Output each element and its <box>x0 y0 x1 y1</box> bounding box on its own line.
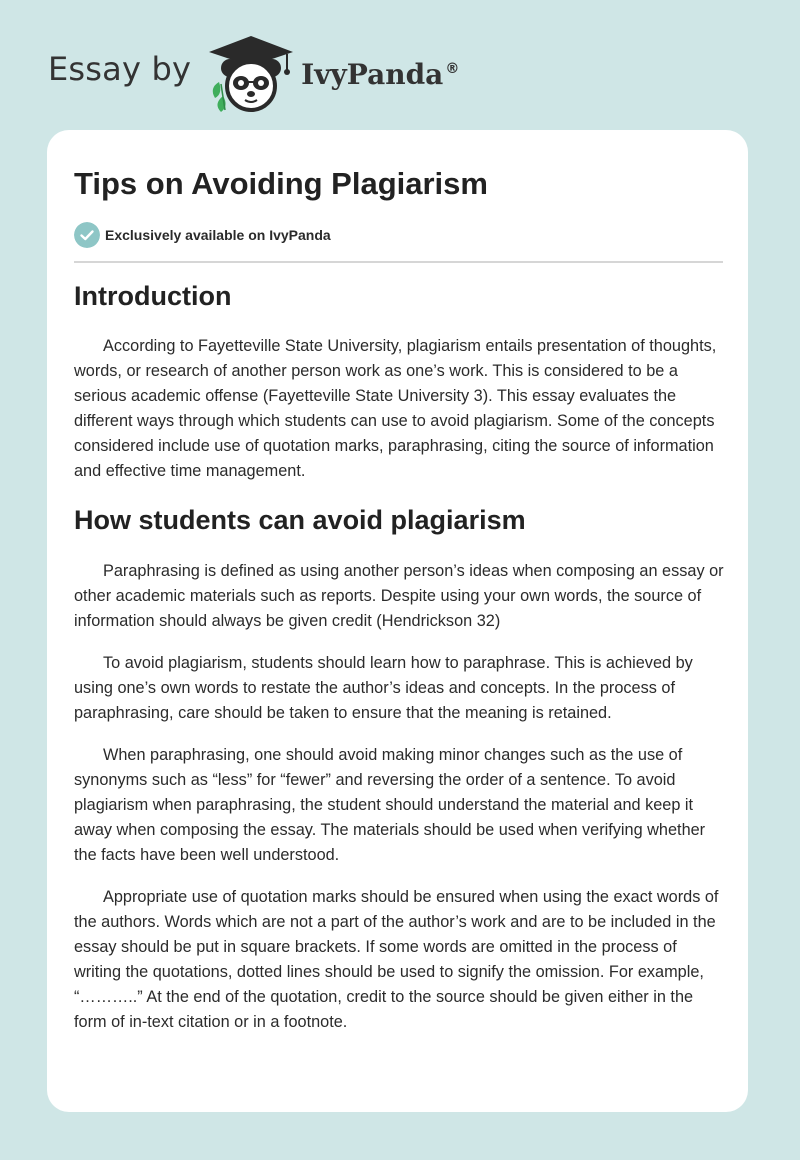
paragraph: Paraphrasing is defined as using another person’s ideas when composing an essay or other academic materials such as reports. Despite using your own words, the source of information should always be given credit (Hendrickson 32) <box>74 561 724 630</box>
essay-content <box>74 280 724 1035</box>
paragraph: According to Fayetteville State University, plagiarism entails presentation of thoughts, words, or research of another person work as one’s work. This is considered to be a serious academic offense (Fayetteville State University 3). This essay evaluates the different ways through which students can use to avoid plagiarism. Some of the concepts considered include use of quotation marks, paraphrasing, citing the source of information and effective time management. <box>74 337 717 481</box>
ivypanda-logo-icon <box>205 34 297 114</box>
paragraph: When paraphrasing, one should avoid making minor changes such as the use of synonyms such as “less” for “fewer” and reversing the order of a sentence. To avoid plagiarism when paraphrasing, the student should understand the material and keep it away when composing the essay. The materials should be used when verifying whether the facts have been well understood. <box>74 745 706 864</box>
paragraph: Appropriate use of quotation marks should be ensured when using the exact words of the authors. Words which are not a part of the author’s work and are to be included in the essay should be put in square brackets. If some words are omitted in the process of writing the quotations, dotted lines should be used to signify the omission. For example, “………..” At the end of the quotation, credit to the source should be given either in the form of in-text citation or in a footnote. <box>74 887 719 1031</box>
section-heading-introduction: Introduction <box>74 281 232 311</box>
essay-title: Tips on Avoiding Plagiarism <box>74 166 488 201</box>
brand-name: IvyPanda ® <box>301 57 460 91</box>
section-heading-avoid-plagiarism: How students can avoid plagiarism <box>74 505 526 536</box>
exclusive-badge <box>74 222 331 248</box>
check-circle-icon <box>74 222 100 248</box>
essay-card <box>47 130 748 1112</box>
brand-prefix: Essay by <box>48 50 192 88</box>
paragraph: To avoid plagiarism, students should learn how to paraphrase. This is achieved by using one’s own words to restate the author’s ideas and concepts. In the process of paraphrasing, care should be taken to ensure that the meaning is retained. <box>74 653 693 722</box>
title-divider <box>74 261 723 263</box>
brand-header[interactable] <box>48 34 459 114</box>
registered-mark: ® <box>445 61 460 78</box>
exclusive-badge-label: Exclusively available on IvyPanda <box>105 227 331 243</box>
